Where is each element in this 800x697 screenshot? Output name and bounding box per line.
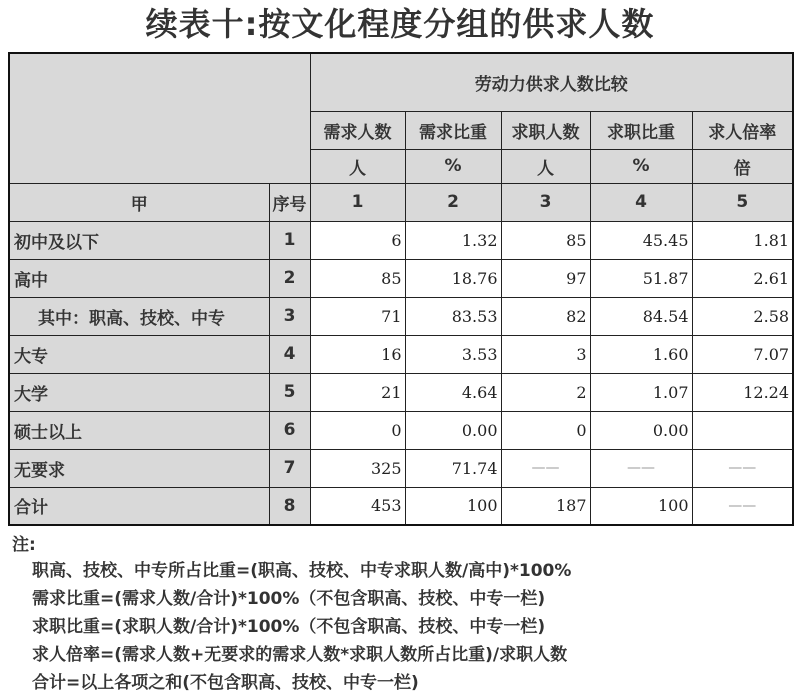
header-unit: 人 (310, 149, 405, 183)
row-label: 初中及以下 (9, 221, 269, 259)
cell-value: 3.53 (405, 335, 501, 373)
cell-value: 4.64 (405, 373, 501, 411)
header-col-num: 3 (501, 183, 590, 221)
table-row (9, 411, 793, 449)
header-unit: % (590, 149, 692, 183)
data-table (8, 52, 794, 526)
header-col-num: 4 (590, 183, 692, 221)
cell-value: 2.61 (692, 259, 793, 297)
table-row (9, 487, 793, 525)
cell-value: 85 (310, 259, 405, 297)
cell-value: 325 (310, 449, 405, 487)
row-seq: 2 (269, 259, 310, 297)
cell-value: 7.07 (692, 335, 793, 373)
row-label: 大专 (9, 335, 269, 373)
notes (8, 533, 792, 697)
cell-value: 83.53 (405, 297, 501, 335)
table-row (9, 259, 793, 297)
header-col-seq: 序号 (269, 183, 310, 221)
header-col-demand-ratio: 需求比重 (405, 111, 501, 149)
cell-value: 3 (501, 335, 590, 373)
cell-dash: —— (692, 449, 793, 487)
page-title: 续表十:按文化程度分组的供求人数 (145, 5, 655, 43)
table-row (9, 335, 793, 373)
table-row (9, 373, 793, 411)
cell-value: 0 (501, 411, 590, 449)
cell-dash: —— (501, 449, 590, 487)
note-line: 需求比重=(需求人数/合计)*100%（不包含职高、技校、中专一栏) (32, 589, 546, 609)
cell-value: 21 (310, 373, 405, 411)
header-col-job-ratio: 求人倍率 (692, 111, 793, 149)
cell-value: 100 (590, 487, 692, 525)
cell-value: 45.45 (590, 221, 692, 259)
row-label: 合计 (9, 487, 269, 525)
row-seq: 8 (269, 487, 310, 525)
row-seq: 1 (269, 221, 310, 259)
cell-value: 187 (501, 487, 590, 525)
header-col-seekers: 求职人数 (501, 111, 590, 149)
cell-value: 0.00 (590, 411, 692, 449)
header-col-a: 甲 (9, 183, 269, 221)
cell-value (692, 411, 793, 449)
header-col-num: 5 (692, 183, 793, 221)
cell-value: 51.87 (590, 259, 692, 297)
cell-value: 71.74 (405, 449, 501, 487)
table-row (9, 221, 793, 259)
row-label: 硕士以上 (9, 411, 269, 449)
header-col-demand: 需求人数 (310, 111, 405, 149)
row-seq: 5 (269, 373, 310, 411)
header-corner (9, 53, 310, 183)
table-row (9, 449, 793, 487)
header-unit: % (405, 149, 501, 183)
cell-value: 1.60 (590, 335, 692, 373)
notes-heading: 注: (12, 535, 36, 555)
cell-value: 1.32 (405, 221, 501, 259)
note-line: 合计=以上各项之和(不包含职高、技校、中专一栏) (32, 673, 419, 693)
cell-dash: —— (590, 449, 692, 487)
cell-value: 97 (501, 259, 590, 297)
row-label: 大学 (9, 373, 269, 411)
table-row (9, 297, 793, 335)
cell-value: 6 (310, 221, 405, 259)
cell-value: 82 (501, 297, 590, 335)
row-seq: 7 (269, 449, 310, 487)
cell-value: 2.58 (692, 297, 793, 335)
cell-value: 84.54 (590, 297, 692, 335)
row-label: 无要求 (9, 449, 269, 487)
row-label: 高中 (9, 259, 269, 297)
row-seq: 4 (269, 335, 310, 373)
cell-value: 453 (310, 487, 405, 525)
cell-value: 2 (501, 373, 590, 411)
cell-value: 18.76 (405, 259, 501, 297)
header-group: 劳动力供求人数比较 (310, 53, 793, 111)
cell-value: 100 (405, 487, 501, 525)
header-col-seekers-ratio: 求职比重 (590, 111, 692, 149)
cell-value: 85 (501, 221, 590, 259)
cell-value: 0.00 (405, 411, 501, 449)
note-line: 职高、技校、中专所占比重=(职高、技校、中专求职人数/高中)*100% (32, 561, 572, 581)
header-col-num: 2 (405, 183, 501, 221)
row-seq: 6 (269, 411, 310, 449)
header-unit: 人 (501, 149, 590, 183)
cell-dash: —— (692, 487, 793, 525)
cell-value: 16 (310, 335, 405, 373)
cell-value: 12.24 (692, 373, 793, 411)
note-line: 求人倍率=(需求人数+无要求的需求人数*求职人数所占比重)/求职人数 (32, 645, 568, 665)
cell-value: 0 (310, 411, 405, 449)
header-unit: 倍 (692, 149, 793, 183)
cell-value: 71 (310, 297, 405, 335)
note-line: 求职比重=(求职人数/合计)*100%（不包含职高、技校、中专一栏) (32, 617, 546, 637)
row-label: 其中：职高、技校、中专 (9, 297, 269, 335)
cell-value: 1.81 (692, 221, 793, 259)
cell-value: 1.07 (590, 373, 692, 411)
header-col-num: 1 (310, 183, 405, 221)
row-seq: 3 (269, 297, 310, 335)
